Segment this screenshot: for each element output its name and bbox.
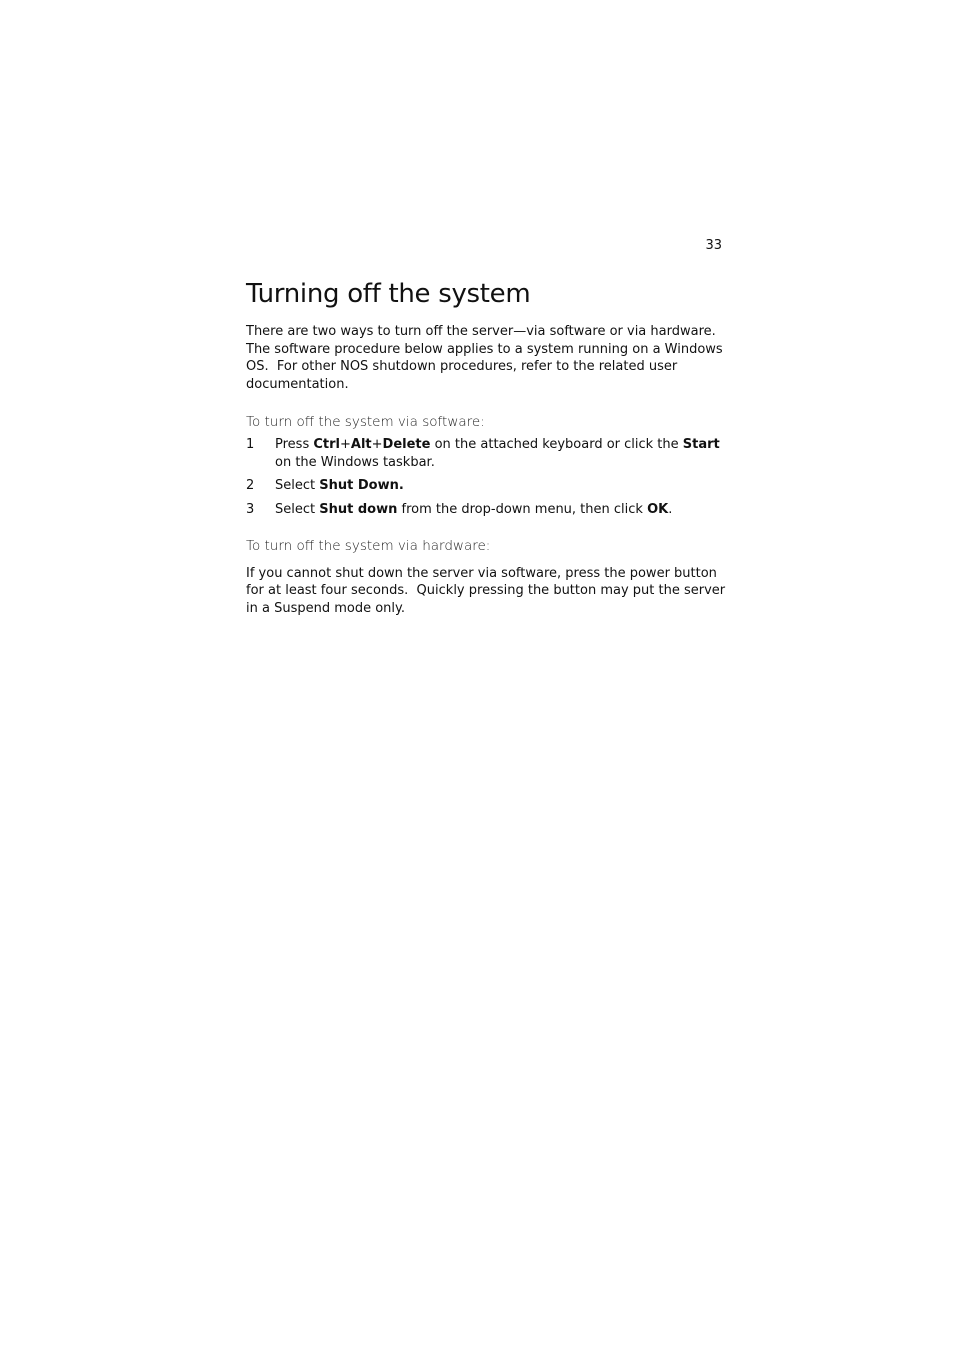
step-text: on the Windows taskbar. (275, 454, 435, 470)
step-text: Select (275, 478, 320, 494)
key-ctrl: Ctrl (313, 436, 340, 452)
shut-down-option-label: Shut down (319, 501, 398, 517)
key-delete: Delete (382, 436, 431, 452)
step-text: . (668, 501, 673, 517)
plus-sign: + (339, 436, 351, 452)
step-text: Press (275, 436, 314, 452)
plus-sign: + (371, 436, 383, 452)
page-content (246, 276, 736, 618)
step-1 (246, 436, 736, 471)
step-number: 2 (246, 478, 255, 494)
intro-paragraph: There are two ways to turn off the server—via software or via hardware. The software procedure below applies to a system running on a Windows OS. For other NOS shutdown procedures, refer to the related user documentation. (246, 324, 723, 393)
software-steps (246, 436, 736, 519)
hardware-paragraph: If you cannot shut down the server via software, press the power button for at least four seconds. Quickly pressing the button may put the server in a Suspend mode only. (246, 565, 726, 617)
page-number: 33 (705, 238, 722, 253)
step-3 (246, 501, 736, 519)
hardware-heading: To turn off the system via hardware: (246, 537, 491, 554)
key-alt: Alt (350, 436, 372, 452)
shut-down-label: Shut Down. (319, 478, 404, 494)
ok-label: OK (647, 501, 669, 517)
step-number: 3 (246, 501, 255, 517)
step-text: Select (275, 501, 320, 517)
page-title: Turning off the system (246, 279, 531, 309)
step-text: from the drop-down menu, then click (397, 501, 648, 517)
software-heading: To turn off the system via software: (246, 413, 485, 430)
step-text: on the attached keyboard or click the (430, 436, 683, 452)
step-number: 1 (246, 436, 255, 452)
start-label: Start (682, 436, 720, 452)
step-2 (246, 477, 736, 495)
